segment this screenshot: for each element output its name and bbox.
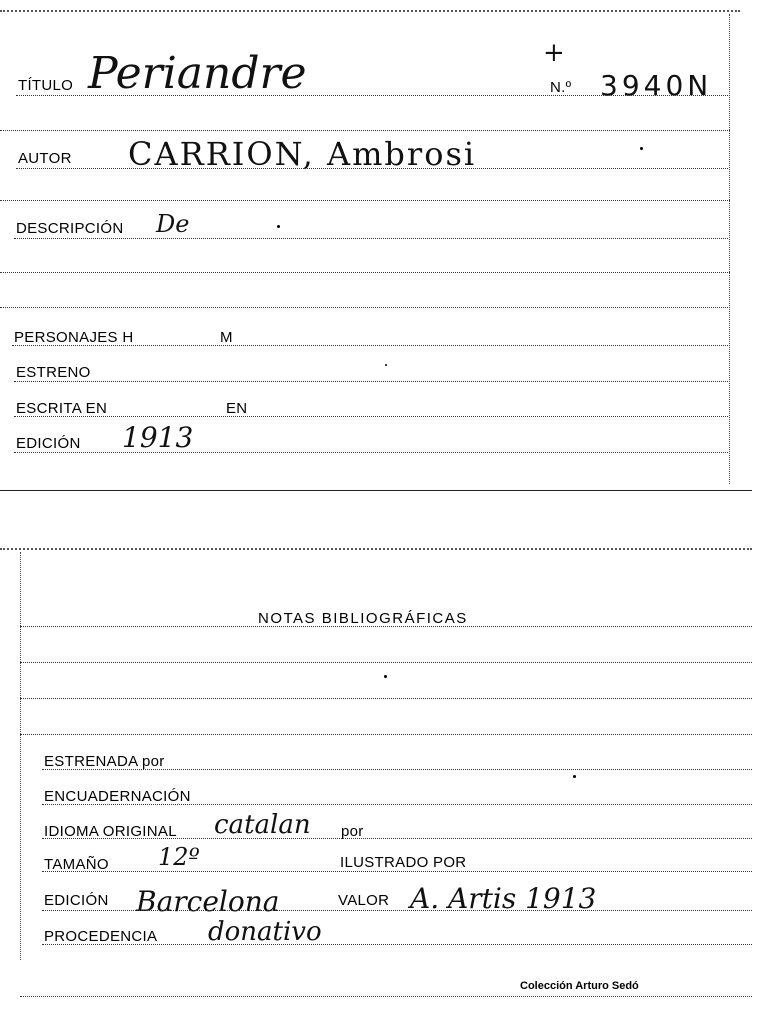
valor-label: VALOR xyxy=(338,892,390,909)
card-left-edge xyxy=(20,552,21,960)
escrita-line xyxy=(14,416,728,417)
idioma-value: catalan xyxy=(214,810,311,840)
scan-speck xyxy=(385,364,387,366)
rule xyxy=(20,662,752,663)
scan-speck xyxy=(384,675,387,678)
edicion2-line xyxy=(42,910,752,911)
valor-value: A. Artis 1913 xyxy=(410,882,597,915)
card-bottom-edge xyxy=(0,490,752,491)
notas-title: NOTAS BIBLIOGRÁFICAS xyxy=(258,610,468,627)
escrita-label: ESCRITA EN xyxy=(16,400,108,417)
rule xyxy=(20,626,752,627)
personajes-m-label: M xyxy=(220,329,233,346)
rule xyxy=(0,200,730,201)
edicion-line xyxy=(14,452,728,453)
edicion2-label: EDICIÓN xyxy=(44,892,109,909)
autor-line xyxy=(16,168,728,169)
edicion2-value: Barcelona xyxy=(136,885,280,918)
rule xyxy=(0,272,730,273)
edicion-value: 1913 xyxy=(122,421,194,454)
titulo-label: TÍTULO xyxy=(18,77,74,94)
estrenada-label: ESTRENADA por xyxy=(44,753,165,770)
tamano-value: 12º xyxy=(158,843,200,871)
procedencia-line xyxy=(42,944,752,945)
numero-value: 3940N xyxy=(600,69,713,102)
idioma-label: IDIOMA ORIGINAL xyxy=(44,823,177,840)
titulo-value: Periandre xyxy=(88,48,307,99)
scan-speck xyxy=(640,147,643,150)
collection-footer: Colección Arturo Sedó xyxy=(520,980,639,992)
edicion-label: EDICIÓN xyxy=(16,435,81,452)
encuadernacion-line xyxy=(42,804,752,805)
personajes-label: PERSONAJES H xyxy=(14,329,134,346)
descripcion-label: DESCRIPCIÓN xyxy=(16,220,124,237)
estrenada-line xyxy=(42,769,752,770)
idioma-por-label: por xyxy=(341,823,364,840)
procedencia-label: PROCEDENCIA xyxy=(44,928,158,945)
idioma-line xyxy=(42,838,752,839)
card-top-edge xyxy=(0,548,752,550)
estreno-label: ESTRENO xyxy=(16,364,91,381)
escrita-en-label: EN xyxy=(226,400,248,417)
card-bottom-edge xyxy=(20,996,752,997)
rule xyxy=(0,130,730,131)
catalog-card-top xyxy=(0,0,759,492)
encuadernacion-label: ENCUADERNACIÓN xyxy=(44,788,191,805)
procedencia-value: donativo xyxy=(208,917,322,947)
tamano-line xyxy=(42,871,752,872)
autor-value: CARRION, Ambrosi xyxy=(128,135,477,173)
card-right-edge xyxy=(729,14,730,484)
tamano-label: TAMAÑO xyxy=(44,856,109,873)
personajes-line xyxy=(12,345,728,346)
descripcion-line xyxy=(14,238,728,239)
catalog-card-bottom xyxy=(0,540,759,1028)
estreno-line xyxy=(14,381,728,382)
autor-label: AUTOR xyxy=(18,150,72,167)
scan-speck xyxy=(573,775,576,778)
numero-label: N.º xyxy=(550,79,572,96)
numero-mark: + xyxy=(543,38,565,68)
scan-speck xyxy=(277,225,280,228)
descripcion-value: De xyxy=(156,210,190,238)
rule xyxy=(20,698,752,699)
rule xyxy=(20,734,752,735)
titulo-line xyxy=(16,95,728,96)
ilustrado-label: ILUSTRADO POR xyxy=(340,854,467,871)
card-top-edge xyxy=(0,10,740,12)
rule xyxy=(0,307,730,308)
